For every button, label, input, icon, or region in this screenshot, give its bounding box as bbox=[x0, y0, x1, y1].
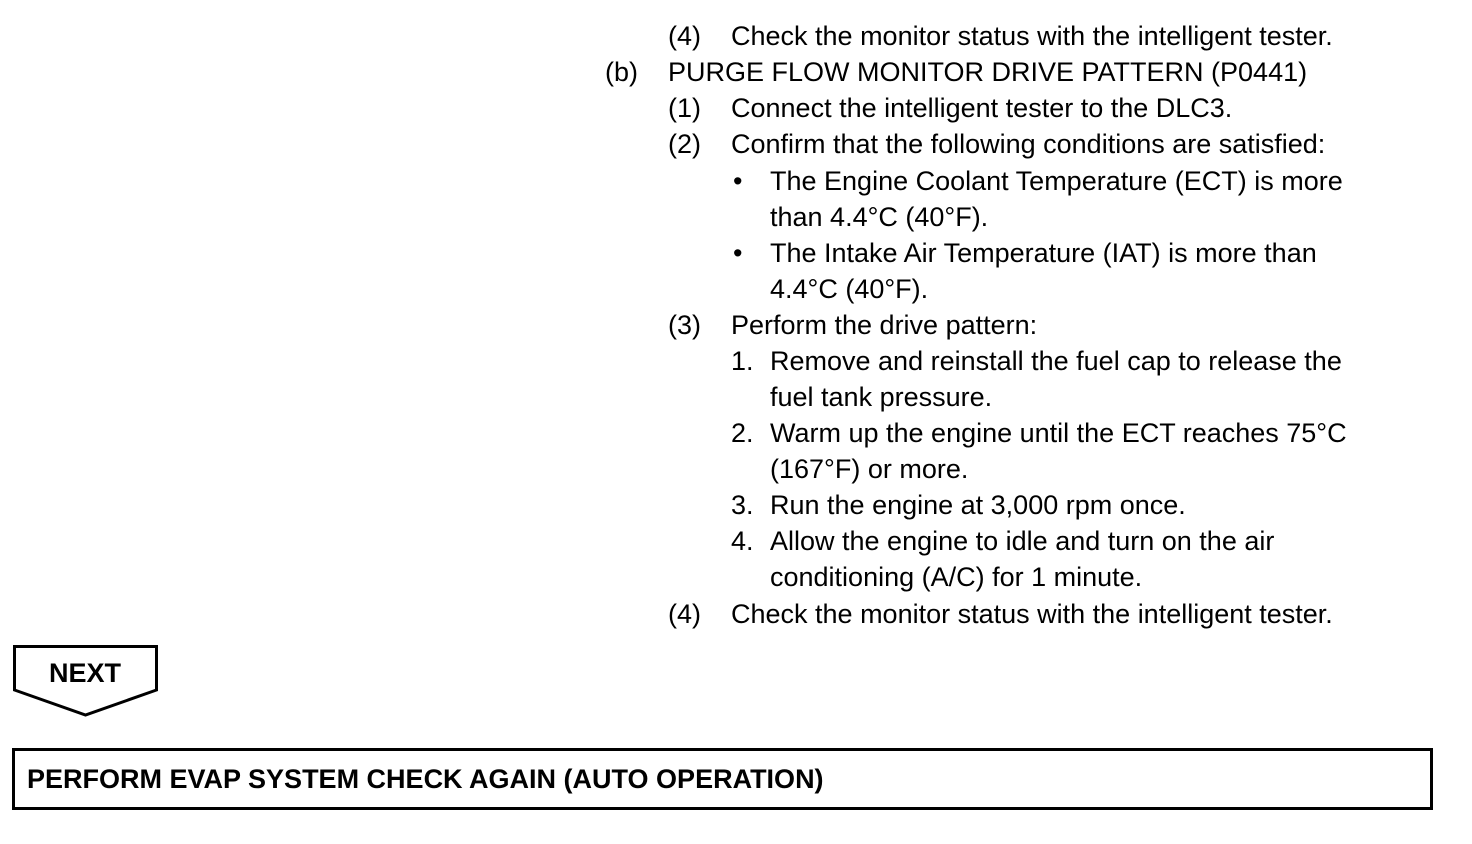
next-arrow bbox=[13, 645, 159, 719]
condition-ect-text-cont: than 4.4°C (40°F). bbox=[770, 202, 989, 232]
drive-step-2-text: Warm up the engine until the ECT reaches 75°C bbox=[770, 418, 1347, 448]
condition-ect-bullet: • bbox=[733, 166, 743, 196]
drive-step-3-number: 3. bbox=[731, 490, 754, 520]
condition-iat-text-cont: 4.4°C (40°F). bbox=[770, 274, 929, 304]
next-label: NEXT bbox=[48, 658, 121, 688]
drive-step-2-number: 2. bbox=[731, 418, 754, 448]
drive-step-4-number: 4. bbox=[731, 526, 754, 556]
step-2-marker: (2) bbox=[668, 129, 701, 159]
next-step-box bbox=[12, 748, 1433, 810]
drive-step-3-text: Run the engine at 3,000 rpm once. bbox=[770, 490, 1186, 520]
drive-step-1-text: Remove and reinstall the fuel cap to release the bbox=[770, 346, 1342, 376]
drive-step-1-text-cont: fuel tank pressure. bbox=[770, 382, 993, 412]
condition-iat-bullet: • bbox=[733, 238, 743, 268]
drive-step-1-number: 1. bbox=[731, 346, 754, 376]
step-1-marker: (1) bbox=[668, 93, 701, 123]
step-3-marker: (3) bbox=[668, 310, 701, 340]
drive-step-4-text: Allow the engine to idle and turn on the air bbox=[770, 526, 1275, 556]
drive-step-4-text-cont: conditioning (A/C) for 1 minute. bbox=[770, 562, 1143, 592]
section-b-title: PURGE FLOW MONITOR DRIVE PATTERN (P0441) bbox=[668, 57, 1308, 87]
step-1-text: Connect the intelligent tester to the DLC3. bbox=[731, 93, 1233, 123]
condition-iat-text: The Intake Air Temperature (IAT) is more than bbox=[770, 238, 1317, 268]
step-3-text: Perform the drive pattern: bbox=[731, 310, 1038, 340]
drive-step-2-text-cont: (167°F) or more. bbox=[770, 454, 969, 484]
condition-ect-text: The Engine Coolant Temperature (ECT) is more bbox=[770, 166, 1343, 196]
final-step-4-text: Check the monitor status with the intelligent tester. bbox=[731, 599, 1333, 629]
final-step-4-marker: (4) bbox=[668, 599, 701, 629]
section-b-marker: (b) bbox=[605, 57, 638, 87]
step-4-text: Check the monitor status with the intelligent tester. bbox=[731, 21, 1333, 51]
step-4-marker: (4) bbox=[668, 21, 701, 51]
next-step-title: PERFORM EVAP SYSTEM CHECK AGAIN (AUTO OPERATION) bbox=[27, 764, 824, 794]
step-2-text: Confirm that the following conditions are satisfied: bbox=[731, 129, 1326, 159]
